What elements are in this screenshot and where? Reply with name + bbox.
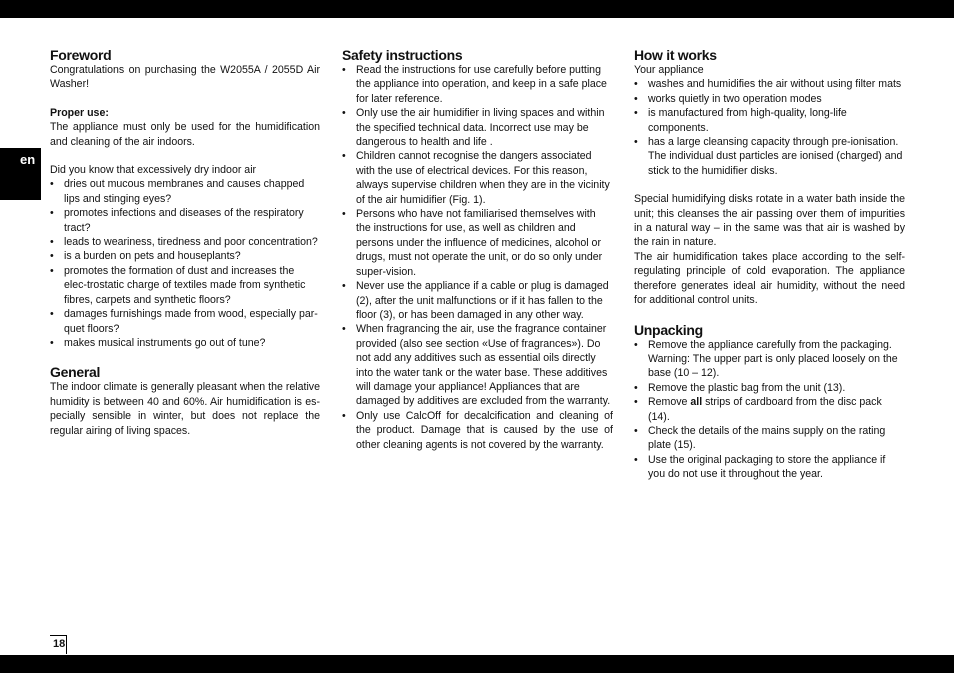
list-item: • leads to weariness, tiredness and poor concentration? (50, 236, 318, 249)
safety-list (342, 63, 613, 452)
page-number: 18 (50, 635, 67, 654)
language-tab (0, 148, 41, 200)
foreword-intro: Congratulations on purchasing the W2055A / 2055D Air Washer! (50, 64, 320, 91)
list-item: • Only use CalcOff for decalcification and cleaning of the product. Damage that is caused by the use of other cleaning agents is not covered by the warranty. (342, 409, 613, 451)
list-item: • Children cannot recognise the dangers associated with the use of electrical devices. For this reason, always supervise children when they are in the vicinity of the air humidifier (Fig. 1). (342, 150, 610, 206)
proper-use-heading: Proper use: (50, 106, 109, 119)
how-it-works-list (634, 77, 905, 178)
unpacking-list (634, 338, 905, 482)
list-item: • washes and humidifies the air without using filter mats (634, 78, 902, 91)
list-item: • is manufactured from high-quality, long-life components. (634, 107, 847, 134)
list-item: • damages furnishings made from wood, especially par-quet floors? (50, 308, 318, 335)
list-item: • works quietly in two operation modes (634, 92, 822, 105)
column-left (50, 47, 320, 438)
unpacking-heading: Unpacking (634, 321, 703, 338)
list-item: • makes musical instruments go out of tune? (50, 336, 266, 349)
list-item: • Only use the air humidifier in living spaces and within the specified technical data. Incorrect use may be dangerous to health and life . (342, 107, 605, 149)
list-item: • promotes the formation of dust and increases the elec-trostatic charge of textiles made from synthetic fibres, carpets and synthetic floors? (50, 264, 306, 306)
list-item: • Remove all strips of cardboard from the disc pack (14). (634, 396, 882, 423)
top-bar (0, 0, 954, 18)
list-item: • Use the original packaging to store the appliance if you do not use it throughout the year. (634, 453, 886, 481)
general-text: The indoor climate is generally pleasant when the relative humidity is between 40 and 60%. Air humidification is es-pecially sensible in winter, but does not replace the regular airing of living spaces. (50, 381, 320, 437)
column-middle (342, 47, 613, 452)
safety-heading: Safety instructions (342, 47, 463, 63)
list-item: • Remove the plastic bag from the unit (13). (634, 381, 846, 394)
dry-air-list (50, 177, 320, 350)
proper-use-text: The appliance must only be used for the humidification and cleaning of the air indoors. (50, 121, 320, 148)
language-tab-label: en (20, 152, 36, 167)
list-item: • is a burden on pets and houseplants? (50, 250, 241, 263)
list-item: • When fragrancing the air, use the fragrance container provided (also see section «Use of fragrances»). Do not add any additives such as essential oils directly into the water tank or the water base. These additives will damage your appliance! Appliances that are damaged by additives are excluded from the warranty. (342, 323, 611, 408)
bottom-bar (0, 655, 954, 673)
list-item: • Remove the appliance carefully from the packaging. Warning: The upper part is only placed loosely on the base (10 – 12). (634, 338, 898, 380)
how-it-works-intro: Your appliance (634, 64, 704, 76)
list-item: • Read the instructions for use carefully before putting the appliance into operation, and keep in a safe place for later reference. (342, 64, 607, 105)
how-it-works-heading: How it works (634, 47, 717, 63)
how-it-works-paragraph-1: Special humidifying disks rotate in a water bath inside the unit; this cleanses the air passing over them of impurities in a natural way – in the same was that air is washed by the rain in nature. (634, 193, 905, 249)
list-item: • Persons who have not familiarised themselves with the instructions for use, as well as children and persons under the influence of medicines, alcohol or drugs, must not operate the unit, or do so only under super-vision. (342, 208, 603, 278)
foreword-heading: Foreword (50, 47, 112, 63)
column-right (634, 47, 905, 482)
list-item: • Never use the appliance if a cable or plug is damaged (2), after the unit malfunctions or if it has fallen to the floor (3), or has been damaged in any other way. (342, 280, 609, 321)
how-it-works-paragraph-2: The air humidification takes place according to the self-regulating principle of cold evaporation. The appliance therefore generates ideal air humidity, without the need for additional control units. (634, 250, 905, 307)
dry-air-intro: Did you know that excessively dry indoor air (50, 164, 257, 177)
list-item: • Check the details of the mains supply on the rating plate (15). (634, 424, 886, 452)
general-heading: General (50, 364, 101, 381)
list-item: • promotes infections and diseases of the respiratory tract? (50, 207, 304, 234)
list-item: • dries out mucous membranes and causes chapped lips and stinging eyes? (50, 178, 305, 205)
list-item: • has a large cleansing capacity through pre-ionisation. The individual dust particles are ionised (charged) and stick to the humidifier disks. (634, 136, 903, 177)
